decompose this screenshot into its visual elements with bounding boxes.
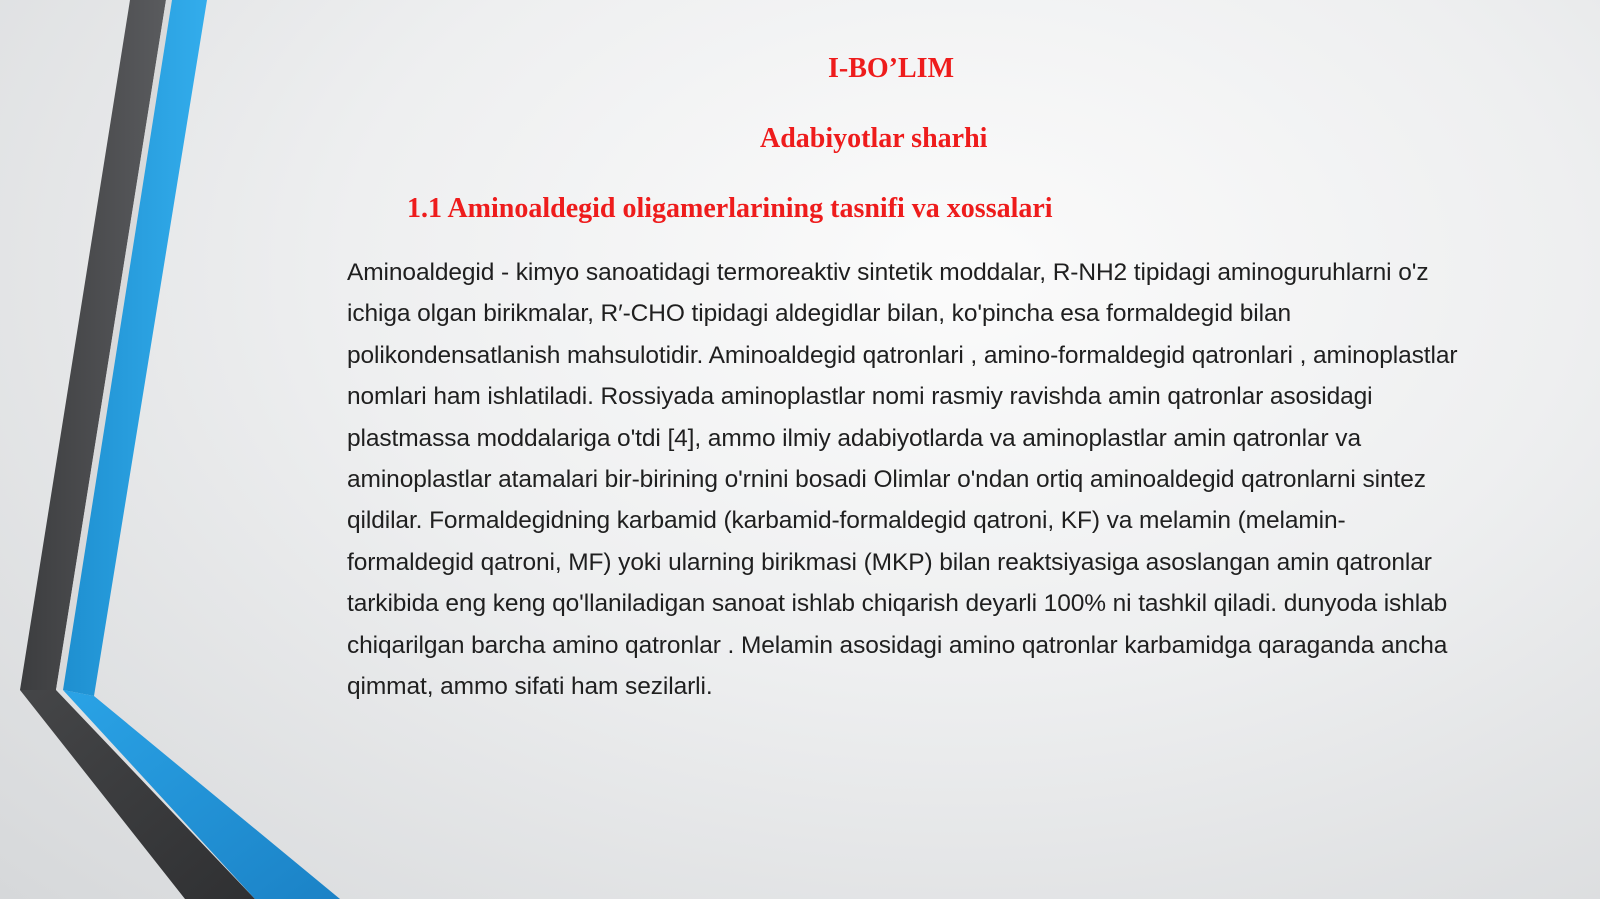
review-title: Adabiyotlar sharhi xyxy=(760,123,988,154)
dark-stripe-lower xyxy=(20,690,255,899)
section-title: 1.1 Aminoaldegid oligamerlarining tasnifi va xossalari xyxy=(407,193,1053,224)
part-title: I-BO’LIM xyxy=(828,53,954,84)
body-paragraph: Aminoaldegid - kimyo sanoatidagi termoreaktiv sintetik moddalar, R-NH2 tipidagi aminoguruhlarni o'z ichiga olgan birikmalar, R′-CHO tipidagi aldegidlar bilan, ko'pincha esa formaldegid bilan polikondensatlanish mahsulotidir. Aminoaldegid qatronlari , amino-formaldegid qatronlari , aminoplastlar nomlari ham ishlatiladi. Rossiyada aminoplastlar nomi rasmiy ravishda amin qatronlar asosidagi plastmassa moddalariga o'tdi [4], ammo ilmiy adabiyotlarda va aminoplastlar amin qatronlar va aminoplastlar atamalari bir-birining o'rnini bosadi Olimlar o'ndan ortiq aminoaldegid qatronlarni sintez qildilar. Formaldegidning karbamid (karbamid-formaldegid qatroni, KF) va melamin (melamin-formaldegid qatroni, MF) yoki ularning birikmasi (MKP) bilan reaktsiyasiga asoslangan amin qatronlar tarkibida eng keng qo'llaniladigan sanoat ishlab chiqarish deyarli 100% ni tashkil qiladi. dunyoda ishlab chiqarilgan barcha amino qatronlar . Melamin asosidagi amino qatronlar karbamidga qaraganda ancha qimmat, ammo sifati ham sezilarli. xyxy=(347,259,1458,701)
